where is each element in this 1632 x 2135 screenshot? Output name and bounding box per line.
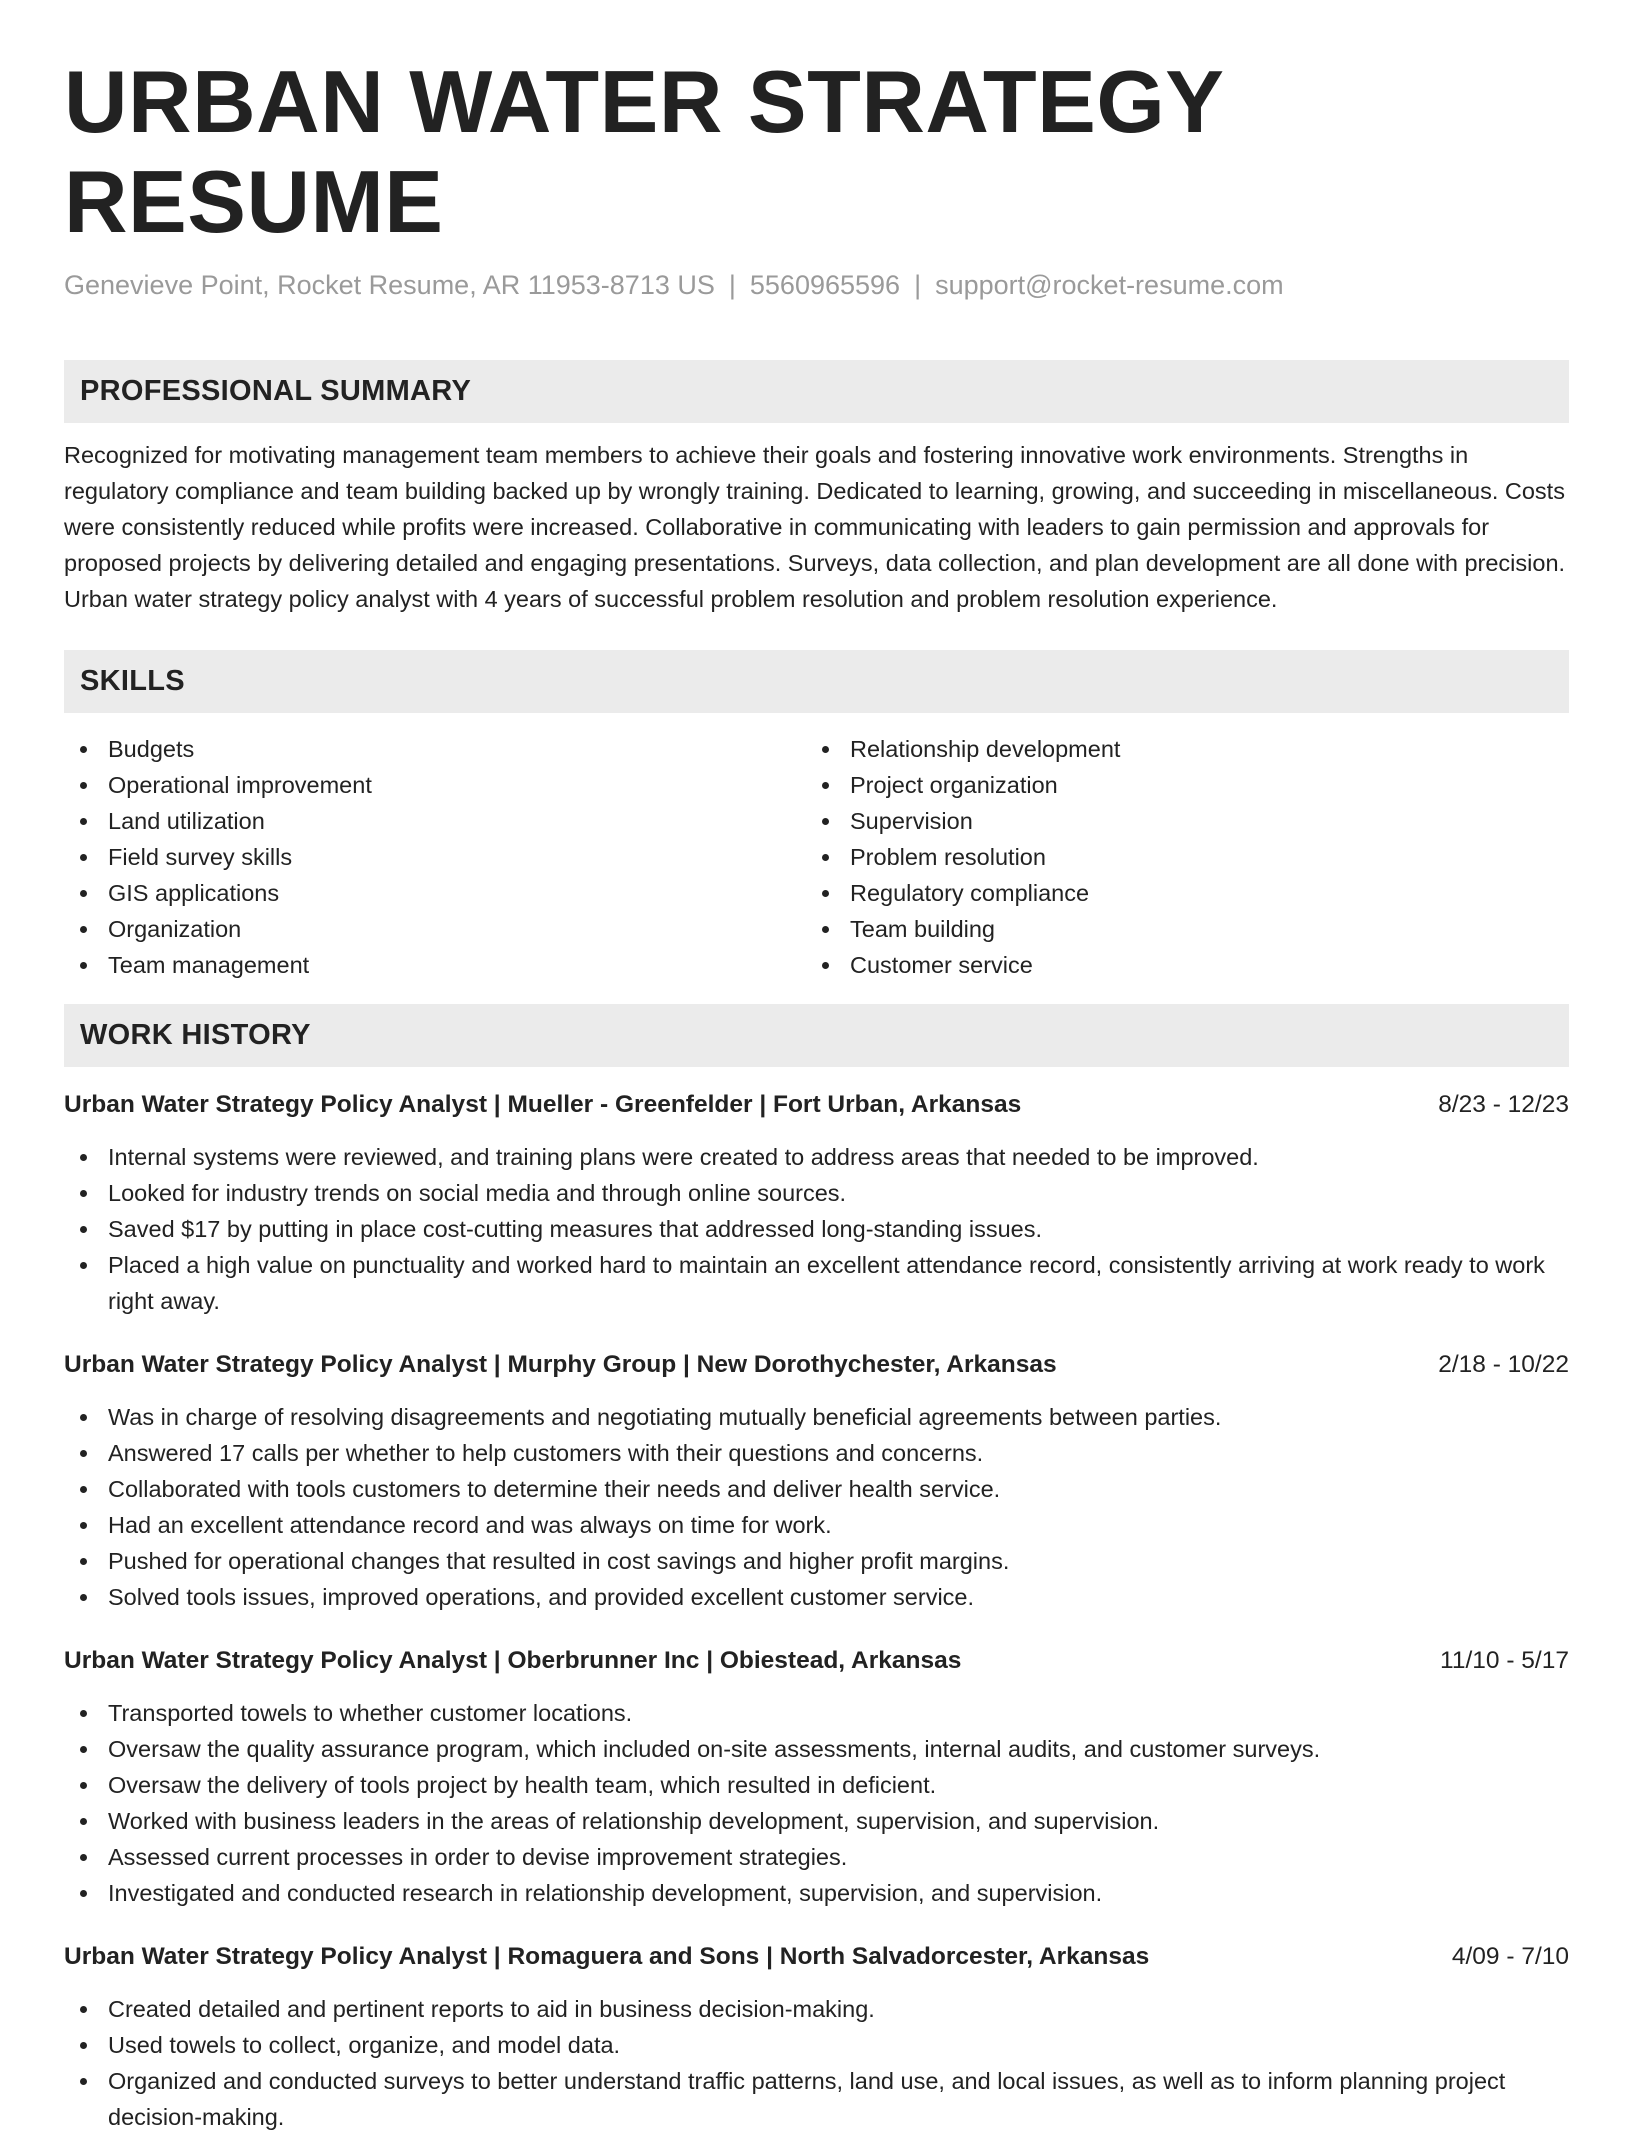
- list-item: Used towels to collect, organize, and model data.: [108, 2027, 1569, 2063]
- list-item: Had an excellent attendance record and was always on time for work.: [108, 1507, 1569, 1543]
- skills-column-left: [64, 731, 806, 983]
- job-header: [64, 1939, 1569, 1975]
- job-title: Urban Water Strategy Policy Analyst | Romaguera and Sons | North Salvadorcester, Arkansas: [64, 1943, 1150, 1970]
- summary-section-header: [64, 360, 1569, 423]
- job-dates: 2/18 - 10/22: [1438, 1351, 1569, 1378]
- skills-heading: SKILLS: [80, 665, 185, 697]
- job-title: Urban Water Strategy Policy Analyst | Murphy Group | New Dorothychester, Arkansas: [64, 1351, 1057, 1378]
- list-item: Project organization: [850, 767, 1548, 803]
- work-section-header: [64, 1004, 1569, 1067]
- list-item: Solved tools issues, improved operations, and provided excellent customer service.: [108, 1579, 1569, 1615]
- list-item: Worked with business leaders in the areas of relationship development, supervision, and supervision.: [108, 1803, 1569, 1839]
- contact-separator: |: [728, 270, 736, 300]
- list-item: Answered 17 calls per whether to help customers with their questions and concerns.: [108, 1435, 1569, 1471]
- job-title: Urban Water Strategy Policy Analyst | Mueller - Greenfelder | Fort Urban, Arkansas: [64, 1091, 1022, 1118]
- list-item: Transported towels to whether customer locations.: [108, 1695, 1569, 1731]
- job-entry: [64, 1347, 1569, 1615]
- work-heading: WORK HISTORY: [80, 1019, 311, 1051]
- list-item: GIS applications: [108, 875, 806, 911]
- job-dates: 4/09 - 7/10: [1451, 1943, 1569, 1970]
- list-item: Organization: [108, 911, 806, 947]
- list-item: Assessed current processes in order to devise improvement strategies.: [108, 1839, 1569, 1875]
- job-title: Urban Water Strategy Policy Analyst | Oberbrunner Inc | Obiestead, Arkansas: [64, 1647, 962, 1674]
- list-item: Team management: [108, 947, 806, 983]
- skills-column-right: [806, 731, 1548, 983]
- job-header: [64, 1087, 1569, 1123]
- list-item: Organized and conducted surveys to better understand traffic patterns, land use, and local issues, as well as to inform planning project decision-making.: [108, 2063, 1569, 2135]
- job-bullets: [64, 1991, 1569, 2135]
- list-item: Relationship development: [850, 731, 1548, 767]
- list-item: Customer service: [850, 947, 1548, 983]
- job-bullets: [64, 1139, 1569, 1319]
- list-item: Budgets: [108, 731, 806, 767]
- list-item: Collaborated with tools customers to determine their needs and deliver health service.: [108, 1471, 1569, 1507]
- contact-separator: |: [914, 270, 922, 300]
- list-item: Oversaw the delivery of tools project by health team, which resulted in deficient.: [108, 1767, 1569, 1803]
- list-item: Supervision: [850, 803, 1548, 839]
- job-entry: [64, 1087, 1569, 1319]
- list-item: Was in charge of resolving disagreements and negotiating mutually beneficial agreements between parties.: [108, 1399, 1569, 1435]
- list-item: Saved $17 by putting in place cost-cutting measures that addressed long-standing issues.: [108, 1211, 1569, 1247]
- list-item: Oversaw the quality assurance program, which included on-site assessments, internal audits, and customer surveys.: [108, 1731, 1569, 1767]
- work-history-list: [64, 1087, 1569, 2135]
- job-header: [64, 1347, 1569, 1383]
- list-item: Team building: [850, 911, 1548, 947]
- contact-line: [64, 268, 1569, 302]
- list-item: Problem resolution: [850, 839, 1548, 875]
- job-entry: [64, 1643, 1569, 1911]
- job-dates: 11/10 - 5/17: [1440, 1647, 1569, 1674]
- list-item: Placed a high value on punctuality and worked hard to maintain an excellent attendance record, consistently arriving at work ready to work right away.: [108, 1247, 1569, 1319]
- job-dates: 8/23 - 12/23: [1438, 1091, 1569, 1118]
- list-item: Created detailed and pertinent reports to aid in business decision-making.: [108, 1991, 1569, 2027]
- list-item: Operational improvement: [108, 767, 806, 803]
- skills-section-header: [64, 650, 1569, 713]
- list-item: Investigated and conducted research in relationship development, supervision, and supervision.: [108, 1875, 1569, 1911]
- job-bullets: [64, 1695, 1569, 1911]
- list-item: Internal systems were reviewed, and training plans were created to address areas that needed to be improved.: [108, 1139, 1569, 1175]
- skills-list: [64, 731, 1569, 983]
- list-item: Field survey skills: [108, 839, 806, 875]
- list-item: Looked for industry trends on social media and through online sources.: [108, 1175, 1569, 1211]
- job-bullets: [64, 1399, 1569, 1615]
- job-header: [64, 1643, 1569, 1679]
- job-entry: [64, 1939, 1569, 2135]
- list-item: Regulatory compliance: [850, 875, 1548, 911]
- summary-text: Recognized for motivating management team members to achieve their goals and fostering innovative work environments. Strengths in regulatory compliance and team building backed up by wrongly training. Dedicated to learning, growing, and succeeding in miscellaneous. Costs were consistently reduced while profits were increased. Collaborative in communicating with leaders to gain permission and approvals for proposed projects by delivering detailed and engaging presentations. Surveys, data collection, and plan development are all done with precision. Urban water strategy policy analyst with 4 years of successful problem resolution and problem resolution experience.: [64, 442, 1566, 612]
- list-item: Pushed for operational changes that resulted in cost savings and higher profit margins.: [108, 1543, 1569, 1579]
- contact-email: support@rocket-resume.com: [935, 270, 1284, 300]
- list-item: Land utilization: [108, 803, 806, 839]
- summary-heading: PROFESSIONAL SUMMARY: [80, 375, 472, 407]
- resume-title: URBAN WATER STRATEGY RESUME: [64, 52, 1223, 251]
- contact-phone: 5560965596: [749, 270, 901, 300]
- contact-address: Genevieve Point, Rocket Resume, AR 11953-8713 US: [64, 270, 715, 300]
